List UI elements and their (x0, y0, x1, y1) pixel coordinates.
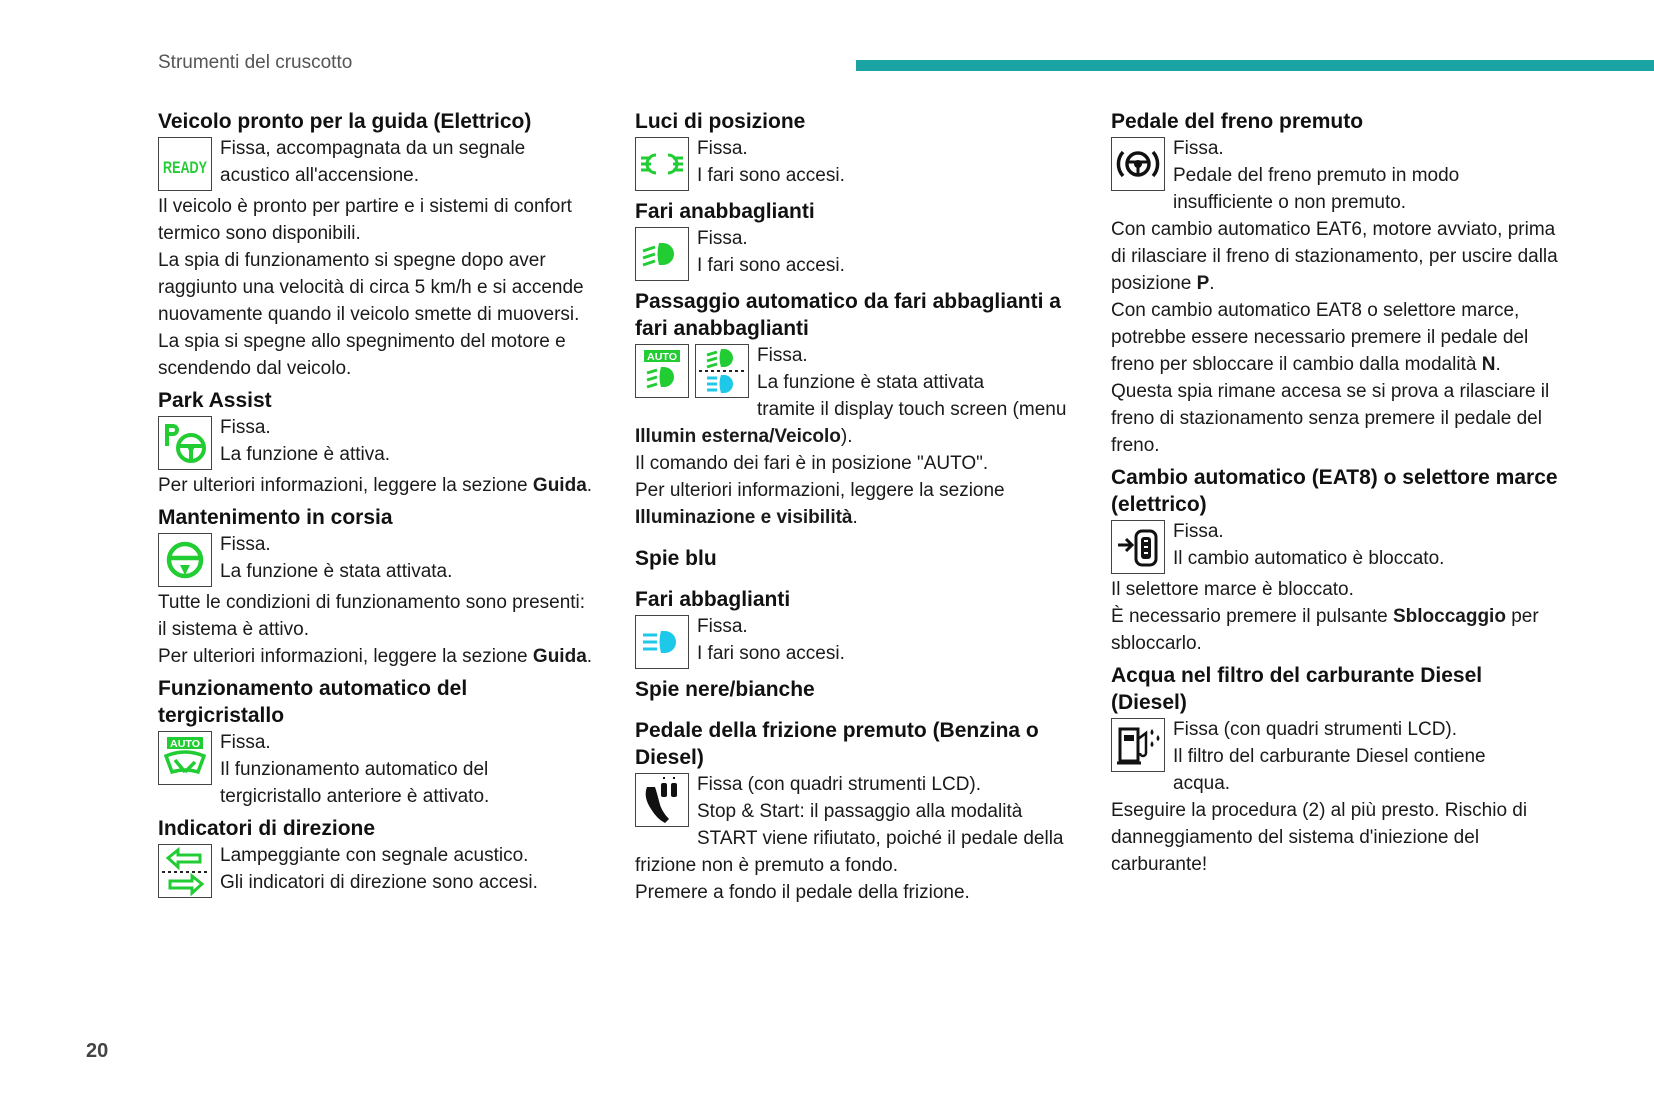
gear-selector-icon (1111, 520, 1165, 574)
brake-line-3: insufficiente o non premuto. (1173, 192, 1407, 213)
auto-beam-line-3: tramite il display touch screen (menu Illumin esterna/Veicolo). (635, 399, 1067, 447)
gear-paragraph-2: È necessario premere il pulsante Sbloccaggio per sbloccarlo. (1111, 606, 1539, 654)
turn-line-1: Lampeggiante con segnale acustico. (220, 845, 529, 866)
sidelights-icon (635, 137, 689, 191)
water-paragraph-1: Eseguire la procedura (2) al più presto. Rischio di danneggiamento del sistema d'iniezione del carburante! (1111, 800, 1528, 875)
lane-keeping-icon (158, 533, 212, 587)
water-in-diesel-icon (1111, 718, 1165, 772)
sidelights-line-1: Fissa. (697, 138, 748, 159)
heading-ready: Veicolo pronto per la guida (Elettrico) (158, 110, 532, 133)
lane-line-2: La funzione è stata attivata. (220, 561, 453, 582)
brake-pedal-icon (1111, 137, 1165, 191)
turn-line-2: Gli indicatori di direzione sono accesi. (220, 872, 538, 893)
lane-paragraph-2: Per ulteriori informazioni, leggere la sezione Guida. (158, 646, 593, 667)
item-auto-beam (635, 342, 1081, 450)
heading-auto-wiper: Funzionamento automatico del tergicristallo (158, 677, 468, 727)
auto-beam-paragraph-2: Per ulteriori informazioni, leggere la sezione Illuminazione e visibilità. (635, 480, 1005, 528)
item-brake-pedal (1111, 135, 1561, 216)
ready-icon (158, 137, 212, 191)
ready-paragraph-3: La spia si spegne allo spegnimento del motore e scendendo dal veicolo. (158, 331, 566, 379)
item-park-assist (158, 414, 594, 472)
lane-paragraph-1: Tutte le condizioni di funzionamento sono presenti: il sistema è attivo. (158, 592, 586, 640)
park-line-2: La funzione è attiva. (220, 444, 391, 465)
park-paragraph-1: Per ulteriori informazioni, leggere la sezione Guida. (158, 475, 593, 496)
turn-signal-icon (158, 844, 212, 898)
heading-black-white-warnings: Spie nere/bianche (635, 678, 815, 701)
header-accent-bar (856, 60, 1654, 71)
water-line-3: acqua. (1173, 773, 1231, 794)
main-beam-icon (635, 615, 689, 669)
lane-line-1: Fissa. (220, 534, 271, 555)
item-sidelights (635, 135, 1081, 193)
brake-paragraph-3: Questa spia rimane accesa se si prova a rilasciare il freno di stazionamento senza premere il pedale del freno. (1111, 381, 1550, 456)
item-clutch-pedal (635, 771, 1081, 879)
main-beam-dipped-icon (695, 344, 749, 398)
auto-beam-icon-text: AUTO (647, 352, 678, 363)
item-water-in-diesel (1111, 716, 1561, 797)
main-beam-line-1: Fissa. (697, 616, 748, 637)
section-title: Strumenti del cruscotto (158, 52, 353, 73)
water-line-2: Il filtro del carburante Diesel contiene (1173, 746, 1486, 767)
dipped-beam-icon (635, 227, 689, 281)
heading-blue-warnings: Spie blu (635, 547, 717, 570)
auto-beam-line-1: Fissa. (757, 345, 808, 366)
brake-paragraph-2: Con cambio automatico EAT8 o selettore marce, potrebbe essere necessario premere il pedale del freno per sbloccare il cambio dalla modalità N. (1111, 300, 1529, 375)
column-2 (635, 108, 1081, 906)
ready-paragraph-2: La spia di funzionamento si spegne dopo aver raggiunto una velocità di circa 5 km/h e si accende nuovamente quando il veicolo smette di muoversi. (158, 250, 584, 325)
item-dipped-beam (635, 225, 1081, 283)
wiper-line-2: Il funzionamento automatico del (220, 759, 489, 780)
page-number: 20 (86, 1040, 109, 1062)
clutch-line-3: START viene rifiutato, poiché il pedale della frizione non è premuto a fondo. (635, 828, 1064, 876)
gear-line-2: Il cambio automatico è bloccato. (1173, 548, 1445, 569)
park-line-1: Fissa. (220, 417, 271, 438)
clutch-paragraph-1: Premere a fondo il pedale della frizione. (635, 882, 970, 903)
auto-beam-paragraph-1: Il comando dei fari è in posizione "AUTO". (635, 453, 989, 474)
brake-line-1: Fissa. (1173, 138, 1224, 159)
wiper-line-3: tergicristallo anteriore è attivato. (220, 786, 490, 807)
brake-line-2: Pedale del freno premuto in modo (1173, 165, 1460, 186)
brake-paragraph-1: Con cambio automatico EAT6, motore avviato, prima di rilasciare il freno di stazionamento, per uscire dalla posizione P. (1111, 219, 1558, 294)
clutch-line-2: Stop & Start: il passaggio alla modalità (697, 801, 1023, 822)
main-beam-line-2: I fari sono accesi. (697, 643, 845, 664)
heading-sidelights: Luci di posizione (635, 110, 806, 133)
auto-wiper-icon (158, 731, 212, 785)
heading-park-assist: Park Assist (158, 389, 272, 412)
heading-water-in-diesel: Acqua nel filtro del carburante Diesel (Diesel) (1111, 664, 1483, 714)
column-1 (158, 108, 594, 900)
item-turn-signals (158, 842, 594, 900)
heading-dipped-beam: Fari anabbaglianti (635, 200, 815, 223)
gear-paragraph-1: Il selettore marce è bloccato. (1111, 579, 1354, 600)
clutch-pedal-icon (635, 773, 689, 827)
column-3 (1111, 108, 1561, 878)
ready-paragraph-1: Il veicolo è pronto per partire e i sistemi di confort termico sono disponibili. (158, 196, 572, 244)
heading-gear-selector: Cambio automatico (EAT8) o selettore marce (elettrico) (1111, 466, 1558, 516)
clutch-line-1: Fissa (con quadri strumenti LCD). (697, 774, 982, 795)
heading-lane-keeping: Mantenimento in corsia (158, 506, 393, 529)
ready-line-2: acustico all'accensione. (220, 165, 420, 186)
heading-auto-beam: Passaggio automatico da fari abbaglianti a fari anabbaglianti (635, 290, 1061, 340)
item-auto-wiper (158, 729, 594, 810)
heading-brake-pedal: Pedale del freno premuto (1111, 110, 1364, 133)
item-main-beam (635, 613, 1081, 671)
heading-turn-signals: Indicatori di direzione (158, 817, 376, 840)
water-line-1: Fissa (con quadri strumenti LCD). (1173, 719, 1458, 740)
item-gear-selector (1111, 518, 1561, 576)
ready-line-1: Fissa, accompagnata da un segnale (220, 138, 526, 159)
auto-wiper-icon-text: AUTO (170, 739, 201, 750)
heading-main-beam: Fari abbaglianti (635, 588, 791, 611)
sidelights-line-2: I fari sono accesi. (697, 165, 845, 186)
heading-clutch-pedal: Pedale della frizione premuto (Benzina o Diesel) (635, 719, 1039, 769)
auto-beam-line-2: La funzione è stata attivata (757, 372, 985, 393)
auto-beam-icon (635, 344, 689, 398)
dipped-line-1: Fissa. (697, 228, 748, 249)
item-lane-keeping (158, 531, 594, 589)
wiper-line-1: Fissa. (220, 732, 271, 753)
dipped-line-2: I fari sono accesi. (697, 255, 845, 276)
gear-line-1: Fissa. (1173, 521, 1224, 542)
ready-icon-text: READY (163, 158, 208, 177)
item-ready (158, 135, 594, 193)
park-assist-icon (158, 416, 212, 470)
